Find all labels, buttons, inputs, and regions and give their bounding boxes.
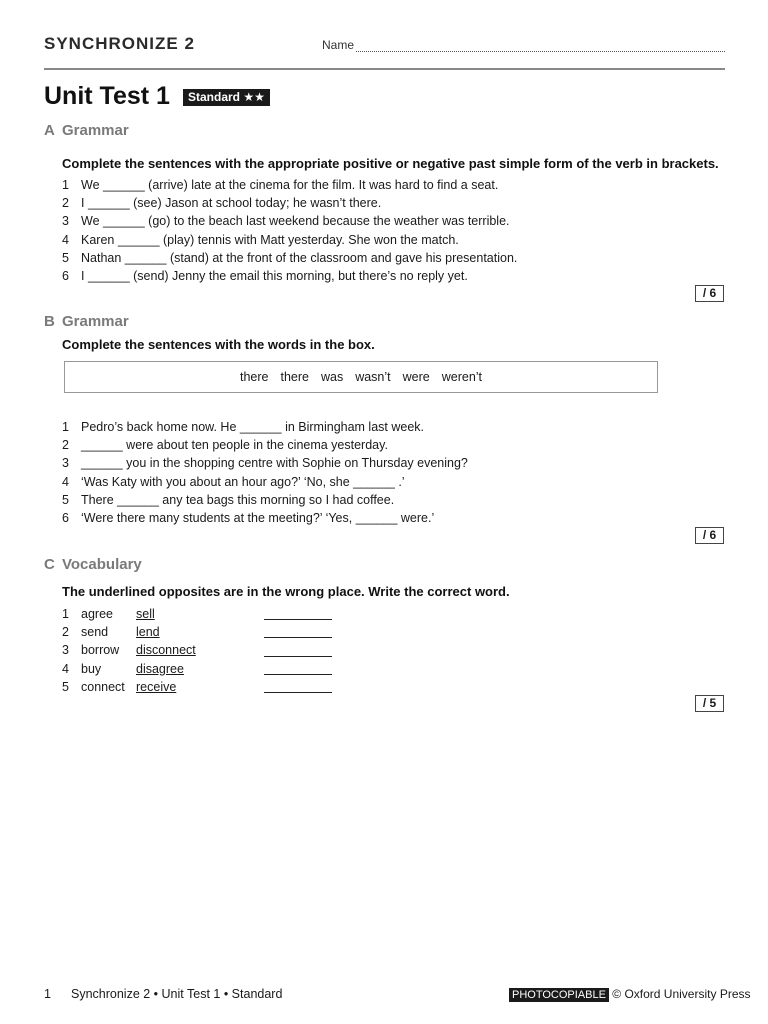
footer-left bbox=[44, 987, 282, 1001]
underlined-opposite: disconnect bbox=[136, 643, 196, 658]
list-item bbox=[62, 678, 332, 696]
item-number: 4 bbox=[62, 232, 69, 247]
item-number: 6 bbox=[62, 268, 69, 283]
list-item bbox=[62, 231, 517, 249]
item-number: 5 bbox=[62, 250, 69, 265]
header-divider bbox=[44, 68, 725, 70]
item-text: There ______ any tea bags this morning so I had coffee. bbox=[81, 492, 395, 507]
vocab-word: agree bbox=[81, 607, 113, 621]
vocab-word: send bbox=[81, 625, 109, 640]
item-text: ______ you in the shopping centre with Sophie on Thursday evening? bbox=[81, 456, 468, 471]
list-item bbox=[62, 605, 332, 623]
name-field-line bbox=[356, 51, 725, 52]
list-item bbox=[62, 194, 517, 212]
box-word: were bbox=[402, 370, 430, 384]
item-text: We ______ (go) to the beach last weekend because the weather was terrible. bbox=[81, 214, 510, 229]
item-text: Karen ______ (play) tennis with Matt yesterday. She won the match. bbox=[81, 232, 459, 247]
vocab-word: connect bbox=[81, 679, 125, 694]
list-item bbox=[62, 641, 332, 659]
item-number: 4 bbox=[62, 474, 69, 489]
section-c-letter: C bbox=[44, 556, 55, 573]
item-text: Nathan ______ (stand) at the front of the classroom and gave his presentation. bbox=[81, 250, 518, 265]
section-b-instruction: Complete the sentences with the words in the box. bbox=[62, 337, 375, 352]
underlined-opposite: disagree bbox=[136, 661, 184, 676]
underlined-opposite: sell bbox=[136, 607, 155, 621]
page-number: 1 bbox=[44, 987, 51, 1001]
section-a-letter: A bbox=[44, 122, 55, 139]
box-word: there bbox=[239, 370, 269, 384]
footer-right bbox=[509, 987, 751, 1001]
name-label: Name bbox=[322, 38, 355, 52]
item-number: 5 bbox=[62, 679, 69, 694]
item-number: 3 bbox=[62, 643, 69, 658]
item-text: We ______ (arrive) late at the cinema for the film. It was hard to find a seat. bbox=[81, 178, 499, 192]
section-b-letter: B bbox=[44, 313, 55, 330]
item-number: 1 bbox=[62, 420, 69, 434]
list-item bbox=[62, 436, 468, 454]
section-c-score-box: / 5 bbox=[695, 695, 724, 712]
vocab-word: buy bbox=[81, 661, 102, 676]
item-text: I ______ (send) Jenny the email this morning, but there’s no reply yet. bbox=[81, 268, 468, 283]
item-text: Pedro’s back home now. He ______ in Birmingham last week. bbox=[81, 420, 425, 434]
item-number: 1 bbox=[62, 178, 69, 192]
section-c-list bbox=[62, 605, 332, 696]
list-item bbox=[62, 267, 517, 285]
list-item bbox=[62, 509, 468, 527]
box-word: was bbox=[320, 370, 344, 384]
section-b-score-box: / 6 bbox=[695, 527, 724, 544]
list-item bbox=[62, 212, 517, 230]
section-a-list bbox=[62, 176, 517, 285]
list-item bbox=[62, 491, 468, 509]
box-word: weren’t bbox=[441, 370, 483, 384]
answer-line[interactable] bbox=[264, 682, 332, 693]
item-number: 3 bbox=[62, 456, 69, 471]
section-b-heading bbox=[44, 313, 129, 330]
item-number: 2 bbox=[62, 196, 69, 211]
item-text: ______ were about ten people in the cinema yesterday. bbox=[81, 438, 388, 453]
list-item bbox=[62, 660, 332, 678]
list-item bbox=[62, 473, 468, 491]
section-a-instruction: Complete the sentences with the appropriate positive or negative past simple form of the verb in brackets. bbox=[62, 156, 719, 171]
section-c-instruction: The underlined opposites are in the wrong place. Write the correct word. bbox=[62, 584, 510, 599]
item-number: 1 bbox=[62, 607, 69, 621]
section-a-heading bbox=[44, 122, 129, 139]
section-a-score-box: / 6 bbox=[695, 285, 724, 302]
item-number: 2 bbox=[62, 438, 69, 453]
vocab-word: borrow bbox=[81, 643, 120, 658]
underlined-opposite: receive bbox=[136, 679, 177, 694]
answer-line[interactable] bbox=[264, 646, 332, 657]
item-text: I ______ (see) Jason at school today; he wasn’t there. bbox=[81, 196, 382, 211]
answer-line[interactable] bbox=[264, 609, 332, 620]
item-number: 5 bbox=[62, 492, 69, 507]
section-c-heading bbox=[44, 556, 142, 573]
list-item bbox=[62, 249, 517, 267]
item-number: 4 bbox=[62, 661, 69, 676]
list-item bbox=[62, 176, 517, 194]
section-b-title: Grammar bbox=[62, 313, 129, 330]
box-word: there bbox=[280, 370, 309, 384]
level-badge: Standard ★★ bbox=[183, 89, 270, 106]
underlined-opposite: lend bbox=[136, 625, 160, 640]
item-text: ‘Were there many students at the meeting?’ ‘Yes, ______ were.’ bbox=[81, 510, 435, 525]
list-item bbox=[62, 454, 468, 472]
box-word: wasn’t bbox=[355, 370, 391, 384]
item-number: 6 bbox=[62, 510, 69, 525]
section-c-title: Vocabulary bbox=[62, 556, 142, 573]
page-title: Unit Test 1 bbox=[44, 82, 170, 110]
footer-text: Synchronize 2 • Unit Test 1 • Standard bbox=[71, 987, 283, 1001]
item-text: ‘Was Katy with you about an hour ago?’ ‘No, she ______ .’ bbox=[81, 474, 405, 489]
brand-logo: SYNCHRONIZE 2 bbox=[44, 34, 195, 53]
photocopiable-badge: PHOTOCOPIABLE bbox=[509, 988, 609, 1002]
item-number: 2 bbox=[62, 625, 69, 640]
word-box bbox=[64, 361, 658, 393]
list-item bbox=[62, 623, 332, 641]
answer-line[interactable] bbox=[264, 664, 332, 675]
section-b-list bbox=[62, 418, 468, 527]
answer-line[interactable] bbox=[264, 627, 332, 638]
section-a-title: Grammar bbox=[62, 122, 129, 139]
item-number: 3 bbox=[62, 214, 69, 229]
list-item bbox=[62, 418, 468, 436]
copyright-text: © Oxford University Press bbox=[612, 987, 751, 1001]
